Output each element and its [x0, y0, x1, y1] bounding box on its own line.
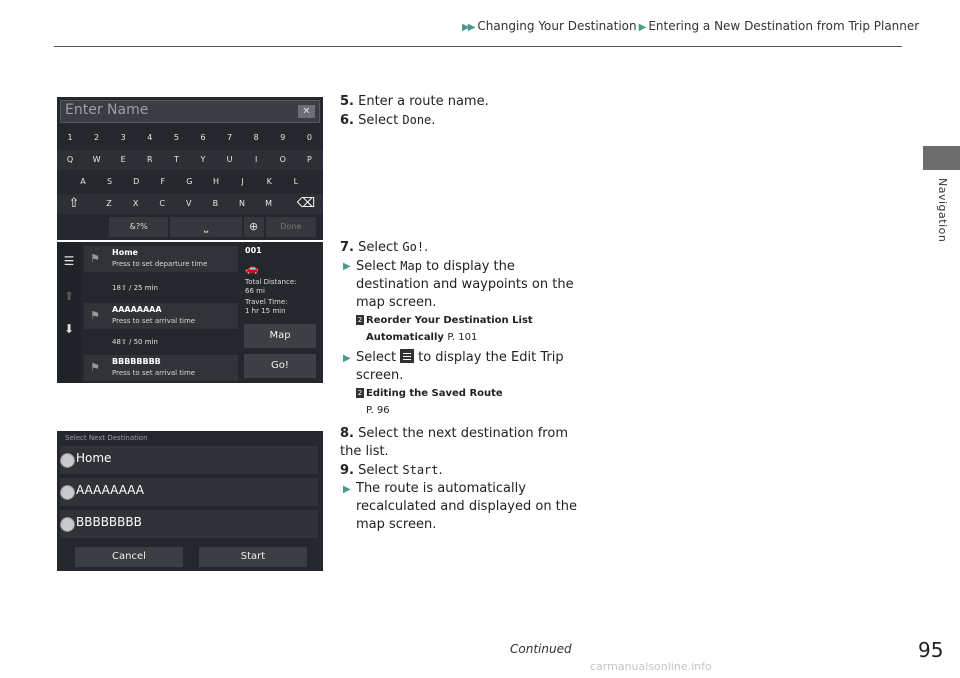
destination-option[interactable] — [60, 478, 318, 506]
breadcrumb-arrow-icon: ▶ — [638, 22, 647, 33]
radio-icon — [60, 453, 75, 468]
dialog-title: Select Next Destination — [65, 434, 148, 442]
step-number: 8. — [340, 426, 354, 441]
key-e[interactable]: E — [120, 155, 126, 164]
trip-id: 001 — [245, 246, 262, 255]
cross-reference[interactable] — [340, 385, 580, 419]
done-key[interactable]: Done — [266, 217, 317, 237]
chapter-label — [926, 178, 956, 248]
step-text: . — [431, 113, 436, 128]
symbols-key[interactable]: &?% — [109, 217, 168, 237]
route-name-input[interactable] — [60, 100, 320, 123]
key-t[interactable]: T — [173, 155, 179, 164]
step-text: to display the destination and waypoints on the map screen. — [356, 259, 574, 310]
keyboard-screenshot — [57, 97, 323, 240]
key-u[interactable]: U — [226, 155, 233, 164]
ui-term: Go! — [402, 240, 425, 254]
number-row — [57, 128, 323, 148]
step-text: Select — [356, 350, 397, 365]
key-3[interactable]: 3 — [120, 133, 126, 142]
stop-title: Home — [112, 248, 138, 257]
stop-title: BBBBBBBB — [112, 357, 161, 366]
move-up-icon[interactable]: ⬆ — [63, 289, 75, 303]
key-v[interactable]: V — [186, 199, 192, 208]
destination-option[interactable] — [60, 510, 318, 538]
ui-term: Map — [400, 259, 422, 273]
instruction-steps — [340, 93, 580, 534]
key-g[interactable]: G — [186, 177, 193, 186]
stop-subtitle: Press to set arrival time — [112, 369, 196, 377]
menu-list-icon — [400, 349, 414, 363]
breadcrumb-section[interactable]: Changing Your Destination — [477, 19, 637, 33]
step-7-substep-2 — [340, 349, 580, 385]
backspace-icon[interactable]: ⌫ — [296, 196, 316, 211]
reference-title: Reorder Your Destination List Automatically — [366, 315, 533, 343]
key-5[interactable]: 5 — [173, 133, 179, 142]
breadcrumb-arrow-icon: ▶▶ — [462, 22, 474, 33]
key-s[interactable]: S — [107, 177, 113, 186]
destination-label: AAAAAAAA — [76, 483, 145, 497]
stop-subtitle: Press to set arrival time — [112, 317, 196, 325]
itinerary-left-rail — [57, 242, 81, 383]
select-destination-screenshot — [57, 431, 323, 571]
step-number: 9. — [340, 463, 354, 478]
leg-info: 18⇧ / 25 min — [112, 284, 158, 292]
step-5 — [340, 93, 580, 111]
key-y[interactable]: Y — [200, 155, 206, 164]
chapter-tab — [923, 146, 960, 170]
reference-arrow-icon: 2 — [357, 389, 363, 397]
checkered-flag-icon: ⚑ — [90, 361, 100, 374]
key-8[interactable]: 8 — [253, 133, 259, 142]
key-0[interactable]: 0 — [306, 133, 312, 142]
reference-page: P. 101 — [447, 332, 478, 343]
reference-title: Editing the Saved Route — [366, 388, 503, 399]
stop-title: AAAAAAAA — [112, 305, 162, 314]
route-name-placeholder: Enter Name — [65, 102, 149, 118]
move-down-icon[interactable]: ⬇ — [63, 322, 75, 336]
key-7[interactable]: 7 — [227, 133, 233, 142]
top-letter-row — [57, 150, 323, 170]
flag-icon: ⚑ — [90, 309, 100, 322]
radio-icon — [60, 517, 75, 532]
step-text: The route is automatically recalculated and displayed on the map screen. — [356, 481, 578, 532]
chapter-label-text: Navigation — [936, 178, 949, 243]
stop-home[interactable] — [84, 246, 238, 272]
header-divider — [54, 46, 902, 47]
middle-letter-row — [57, 172, 323, 192]
stop-waypoint[interactable] — [84, 303, 238, 329]
key-p[interactable]: P — [306, 155, 312, 164]
step-number: 6. — [340, 113, 354, 128]
cross-reference[interactable] — [340, 312, 580, 346]
key-4[interactable]: 4 — [147, 133, 153, 142]
reference-page: P. 96 — [366, 405, 390, 416]
step-number: 5. — [340, 94, 354, 109]
key-k[interactable]: K — [266, 177, 272, 186]
car-icon: 🚗 — [245, 262, 259, 275]
step-text: . — [438, 463, 443, 478]
key-b[interactable]: B — [212, 199, 219, 208]
key-a[interactable]: A — [80, 177, 86, 186]
cancel-button[interactable]: Cancel — [75, 547, 183, 567]
key-m[interactable]: M — [265, 199, 273, 208]
destination-label: BBBBBBBB — [76, 515, 142, 529]
clear-icon[interactable]: ✕ — [298, 105, 315, 118]
step-text: Select — [358, 463, 399, 478]
ui-term: Done — [402, 113, 432, 127]
space-key-icon[interactable]: ⎵ — [170, 217, 241, 237]
destination-option[interactable] — [60, 446, 318, 474]
key-1[interactable]: 1 — [67, 133, 73, 142]
reference-arrow-icon: 2 — [357, 316, 363, 324]
key-j[interactable]: J — [241, 177, 244, 186]
key-z[interactable]: Z — [106, 199, 112, 208]
key-w[interactable]: W — [92, 155, 101, 164]
key-f[interactable]: F — [160, 177, 166, 186]
ui-term: Start — [402, 463, 439, 477]
step-9-substep — [340, 480, 580, 534]
stop-subtitle: Press to set departure time — [112, 260, 208, 268]
shift-icon[interactable]: ⇧ — [68, 196, 80, 211]
step-8 — [340, 425, 580, 461]
flag-icon: ⚑ — [90, 252, 100, 265]
key-o[interactable]: O — [279, 155, 286, 164]
step-text: Select — [358, 113, 399, 128]
step-text: Select the next destination from the list. — [340, 426, 568, 459]
total-distance-label: Total Distance: — [245, 278, 297, 286]
travel-time-label: Travel Time: — [245, 298, 288, 306]
radio-icon — [60, 485, 75, 500]
step-7 — [340, 238, 580, 257]
bottom-letter-row — [57, 194, 323, 214]
key-i[interactable]: I — [255, 155, 258, 164]
key-6[interactable]: 6 — [200, 133, 206, 142]
watermark: carmanualsonline.info — [590, 660, 712, 673]
leg-info: 48⇧ / 50 min — [112, 338, 158, 346]
itinerary-screenshot — [57, 242, 323, 383]
key-h[interactable]: H — [212, 177, 219, 186]
stop-destination[interactable] — [84, 355, 238, 381]
key-l[interactable]: L — [293, 177, 299, 186]
globe-icon[interactable]: ⊕ — [244, 217, 264, 237]
page-number: 95 — [918, 638, 944, 662]
step-number: 7. — [340, 240, 354, 255]
key-x[interactable]: X — [132, 199, 139, 208]
key-c[interactable]: C — [159, 199, 165, 208]
step-6 — [340, 111, 580, 130]
step-text: Select — [358, 240, 399, 255]
step-text: . — [424, 240, 429, 255]
breadcrumb-page[interactable]: Entering a New Destination from Trip Planner — [648, 19, 920, 33]
keyboard-function-row — [109, 217, 316, 237]
key-d[interactable]: D — [133, 177, 140, 186]
step-text: to display the Edit Trip screen. — [356, 350, 564, 383]
total-distance-value: 66 mi — [245, 287, 265, 295]
key-r[interactable]: R — [147, 155, 153, 164]
step-text: Select — [356, 259, 397, 274]
key-q[interactable]: Q — [66, 155, 74, 164]
step-text: Enter a route name. — [358, 94, 489, 109]
step-7-substep-1 — [340, 257, 580, 312]
destination-label: Home — [76, 451, 112, 465]
go-button[interactable]: Go! — [244, 354, 316, 378]
menu-icon[interactable]: ☰ — [63, 254, 75, 268]
key-2[interactable]: 2 — [94, 133, 100, 142]
breadcrumb — [462, 19, 919, 33]
start-button[interactable]: Start — [199, 547, 307, 567]
step-9 — [340, 461, 580, 480]
travel-time-value: 1 hr 15 min — [245, 307, 286, 315]
map-button[interactable]: Map — [244, 324, 316, 348]
key-9[interactable]: 9 — [280, 133, 286, 142]
continued-label: Continued — [510, 642, 572, 656]
key-n[interactable]: N — [239, 199, 245, 208]
